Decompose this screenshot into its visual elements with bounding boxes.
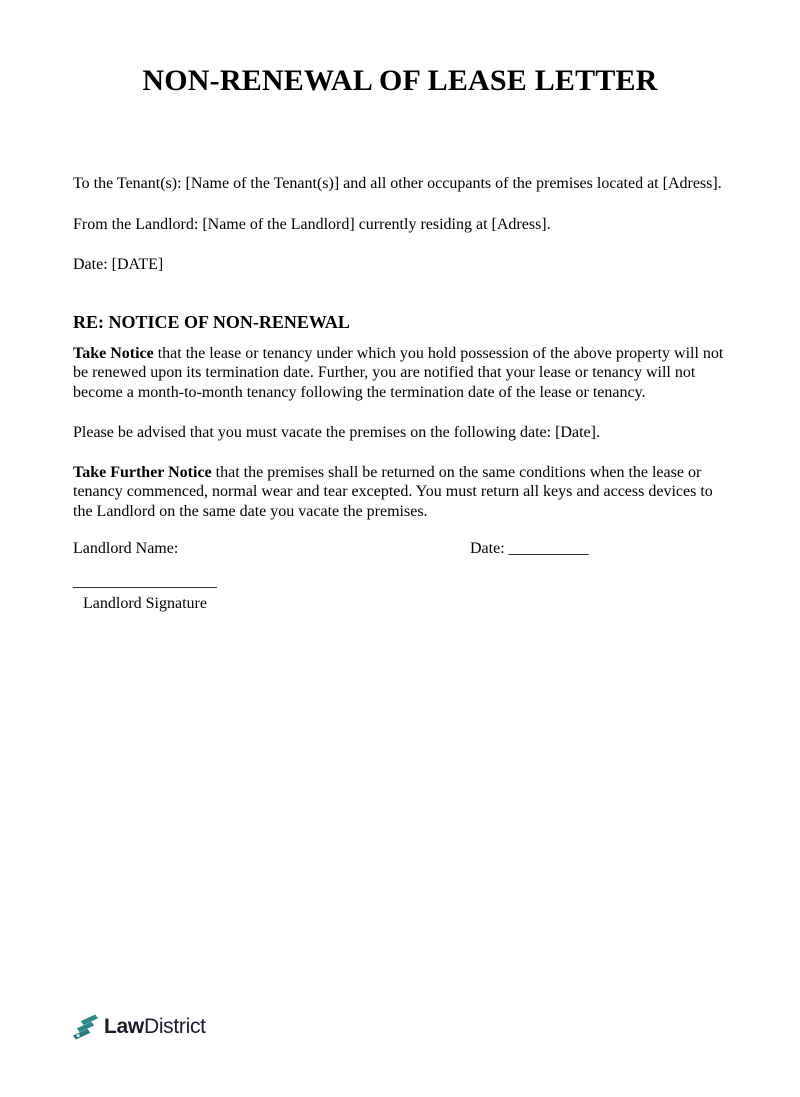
- document-title: NON-RENEWAL OF LEASE LETTER: [142, 64, 658, 97]
- date-field-label: Date:: [470, 540, 505, 557]
- sender-line: From the Landlord: [Name of the Landlord] currently residing at [Adress].: [73, 215, 551, 233]
- recipient-line: To the Tenant(s): [Name of the Tenant(s)] and all other occupants of the premises located at [Adress].: [73, 175, 722, 192]
- brand-wordmark-regular: District: [143, 1015, 206, 1038]
- date-field: [470, 539, 589, 559]
- take-further-notice-body: that the premises shall be returned on the same conditions when the lease or tenancy commenced, normal wear and tear excepted. You must return all keys and access devices to the Landlord on the same date you vacate the premises.: [73, 463, 713, 520]
- brand-wordmark-bold: Law: [104, 1015, 144, 1038]
- signature-row: [73, 539, 727, 559]
- lawdistrict-stacked-pages-icon: [72, 1012, 99, 1041]
- take-notice-body: that the lease or tenancy under which you hold possession of the above property will not be renewed upon its termination date. Further, you are notified that your lease or tenancy will not become a month-to-month tenancy following the termination date of the lease or tenancy.: [73, 344, 724, 401]
- take-further-notice-paragraph: [73, 463, 727, 522]
- landlord-name-label: Landlord Name:: [73, 540, 179, 557]
- signature-caption: Landlord Signature: [83, 595, 207, 612]
- date-line: Date: [DATE]: [73, 256, 164, 273]
- lawdistrict-logo: [72, 1012, 206, 1041]
- footer: [72, 1012, 206, 1041]
- take-notice-lead: Take Notice: [73, 344, 154, 362]
- take-notice-paragraph: [73, 344, 727, 403]
- subject-heading: RE: NOTICE OF NON-RENEWAL: [73, 311, 350, 332]
- take-further-notice-lead: Take Further Notice: [73, 463, 212, 481]
- vacate-line: Please be advised that you must vacate the premises on the following date: [Date].: [73, 424, 600, 441]
- signature-line: __________________: [73, 572, 217, 590]
- date-field-blank: __________: [508, 540, 589, 557]
- document-page: [0, 62, 800, 1097]
- brand-wordmark: [104, 1012, 206, 1041]
